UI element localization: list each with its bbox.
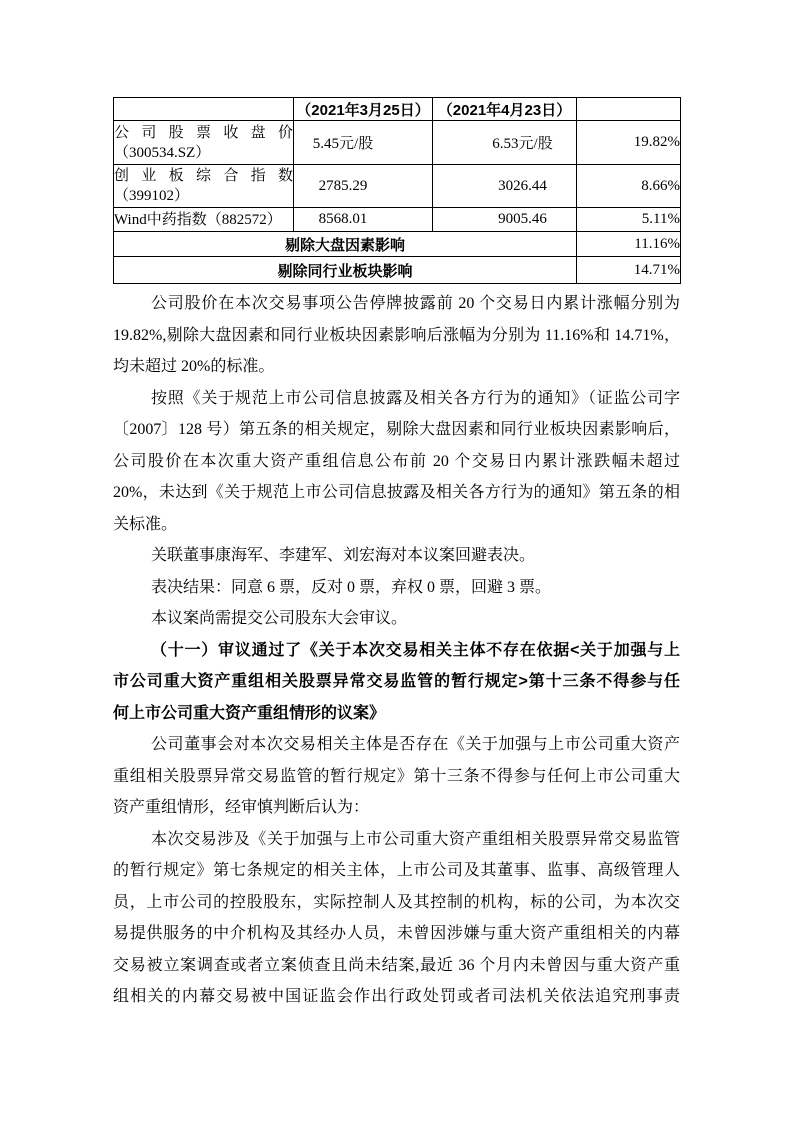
text-line: 公司股价在本次重大资产重组信息公布前 20 个交易日内累计涨跌幅未超过 (113, 452, 680, 470)
text-line: 公司董事会对本次交易相关主体是否存在《关于加强与上市公司重大资产 (151, 736, 680, 753)
stock-price-comparison-table (113, 97, 681, 284)
text-line: 表决结果：同意 6 票，反对 0 票，弃权 0 票，回避 3 票。 (151, 578, 552, 596)
header-date-2: （2021年4月23日） (433, 98, 577, 121)
text-line: 何上市公司重大资产重组情形的议案》 (113, 704, 386, 722)
text-line: 按照《关于规范上市公司信息披露及相关各方行为的通知》（证监公司字 (151, 389, 680, 407)
row-label-code: （399102） (114, 188, 190, 204)
text-line: 关联董事康海军、李建军、刘宏海对本议案回避表决。 (151, 547, 536, 564)
text-line: 均未超过 20%的标准。 (113, 358, 275, 375)
table-row-excl-sector-factor (114, 257, 681, 284)
paragraph (113, 383, 680, 541)
text-line: （十一）审议通过了《关于本次交易相关主体不存在依据<关于加强与上 (151, 641, 680, 659)
value-date-2: 9005.46 (433, 208, 577, 232)
text-line: 公司股价在本次交易事项公告停牌披露前 20 个交易日内累计涨幅分别为 (151, 295, 680, 312)
table-row-wind-tcm-index (114, 208, 681, 232)
header-empty-cell (114, 98, 294, 121)
text-line: 交易被立案调查或者立案侦查且尚未结案,最近 36 个月内未曾因与重大资产重 (113, 956, 680, 974)
table-row-excl-market-factor (114, 232, 681, 257)
document-body (113, 288, 680, 1013)
text-line: 组相关的内幕交易被中国证监会作出行政处罚或者司法机关依法追究刑事责 (113, 988, 680, 1005)
text-line: 重组相关股票异常交易监管的暂行规定》第十三条不得参与任何上市公司重大 (113, 767, 680, 785)
paragraph (113, 572, 680, 604)
row-label-cell (114, 165, 294, 208)
value-date-1: 2785.29 (294, 165, 433, 208)
text-line: 20%，未达到《关于规范上市公司信息披露及相关各方行为的通知》第五条的相 (113, 484, 680, 501)
change-percent: 5.11% (577, 208, 681, 232)
value-date-1: 5.45元/股 (294, 121, 433, 165)
change-percent: 11.16% (577, 232, 681, 257)
row-label-cell (114, 208, 294, 232)
row-label: Wind中药指数（882572） (114, 211, 282, 228)
text-line: 〔2007〕128 号）第五条的相关规定，剔除大盘因素和同行业板块因素影响后， (113, 421, 680, 438)
text-line: 员，上市公司的控股股东，实际控制人及其控制的机构，标的公司，为本次交 (113, 893, 680, 911)
paragraph (113, 824, 680, 1013)
text-line: 市公司重大资产重组相关股票异常交易监管的暂行规定>第十三条不得参与任 (113, 673, 680, 690)
table-header-row (114, 98, 681, 121)
paragraph (113, 729, 680, 824)
merged-row-label: 剔除大盘因素影响 (114, 232, 577, 257)
header-date-1: （2021年3月25日） (294, 98, 433, 121)
section-heading (113, 635, 680, 730)
row-label-cell (114, 121, 294, 165)
table-row-chinext-index (114, 165, 681, 208)
value-date-2: 3026.44 (433, 165, 577, 208)
change-percent: 14.71% (577, 257, 681, 284)
text-line: 关标准。 (113, 515, 178, 533)
change-percent: 8.66% (577, 165, 681, 208)
text-line: 资产重组情形，经审慎判断后认为： (113, 799, 370, 816)
text-line: 19.82%,剔除大盘因素和同行业板块因素影响后涨幅为分别为 11.16%和 14.71%， (113, 326, 680, 344)
row-label: 创业板综合指数 (114, 168, 293, 184)
text-line: 本次交易涉及《关于加强与上市公司重大资产重组相关股票异常交易监管 (151, 830, 680, 848)
change-percent: 19.82% (577, 121, 681, 165)
table-row-stock-close-price (114, 121, 681, 165)
text-line: 本议案尚需提交公司股东大会审议。 (151, 610, 408, 627)
text-line: 的暂行规定》第七条规定的相关主体，上市公司及其董事、监事、高级管理人 (113, 862, 680, 879)
header-empty-cell-change (577, 98, 681, 121)
paragraph (113, 540, 680, 572)
paragraph (113, 603, 680, 635)
value-date-2: 6.53元/股 (433, 121, 577, 165)
paragraph (113, 288, 680, 383)
row-label-code: （300534.SZ） (114, 144, 211, 161)
row-label: 公司股票收盘价 (114, 124, 293, 141)
text-line: 易提供服务的中介机构及其经办人员，未曾因涉嫌与重大资产重组相关的内幕 (113, 925, 680, 942)
merged-row-label: 剔除同行业板块影响 (114, 257, 577, 284)
value-date-1: 8568.01 (294, 208, 433, 232)
